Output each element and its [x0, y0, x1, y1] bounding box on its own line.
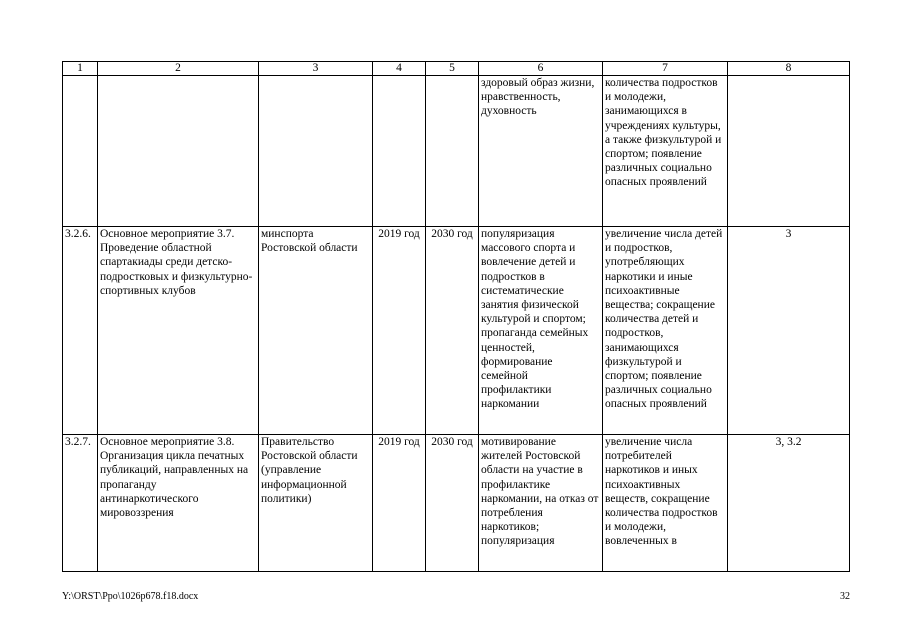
main-direction: мотивирование жителей Ростовской области на участие в профилактике наркомании, на отказ от потребления наркотиков; популяризация [479, 435, 603, 572]
page-number: 32 [840, 591, 850, 602]
consequence: количества подростков и молодежи, занимающихся в учреждениях культуры, а также физкультурой и спортом; появление различных социально опасных проявлений [603, 76, 728, 227]
table-row [63, 435, 850, 572]
executor: Правительство Ростовской области (управление информационной политики) [259, 435, 373, 572]
row-number: 3.2.7. [63, 435, 98, 572]
column-number-row [63, 62, 850, 76]
end-year: 2030 год [426, 435, 479, 572]
consequence: увеличение числа детей и подростков, употребляющих наркотики и иные психоактивные вещества; сокращение количества детей и подростков, занимающихся физкультурой и спортом; появление различных социально опасных проявлений [603, 227, 728, 435]
row-number [63, 76, 98, 227]
col-header: 5 [426, 62, 479, 76]
col-header: 7 [603, 62, 728, 76]
col-header: 3 [259, 62, 373, 76]
main-direction: здоровый образ жизни, нравственность, духовность [479, 76, 603, 227]
col-header: 2 [98, 62, 259, 76]
col-header: 8 [728, 62, 850, 76]
indicator-link: 3 [728, 227, 850, 435]
indicator-link: 3, 3.2 [728, 435, 850, 572]
start-year: 2019 год [373, 227, 426, 435]
end-year [426, 76, 479, 227]
executor: минспорта Ростовской области [259, 227, 373, 435]
event-name: Основное мероприятие 3.7. Проведение областной спартакиады среди детско-подростковых и физкультурно-спортивных клубов [98, 227, 259, 435]
col-header: 6 [479, 62, 603, 76]
consequence: увеличение числа потребителей наркотиков и иных психоактивных веществ, сокращение количества подростков и молодежи, вовлеченных в [603, 435, 728, 572]
start-year: 2019 год [373, 435, 426, 572]
executor [259, 76, 373, 227]
end-year: 2030 год [426, 227, 479, 435]
event-name [98, 76, 259, 227]
col-header: 1 [63, 62, 98, 76]
indicator-link [728, 76, 850, 227]
footer-file-path: Y:\ORST\Ppo\1026p678.f18.docx [62, 591, 199, 602]
main-direction: популяризация массового спорта и вовлечение детей и подростков в систематические занятия физической культурой и спортом; пропаганда семейных ценностей, формирование семейной профилактики наркомании [479, 227, 603, 435]
row-number: 3.2.6. [63, 227, 98, 435]
start-year [373, 76, 426, 227]
event-name: Основное мероприятие 3.8. Организация цикла печатных публикаций, направленных на пропаганду антинаркотического мировоззрения [98, 435, 259, 572]
table-row [63, 227, 850, 435]
program-events-table [62, 61, 850, 572]
table-row [63, 76, 850, 227]
col-header: 4 [373, 62, 426, 76]
